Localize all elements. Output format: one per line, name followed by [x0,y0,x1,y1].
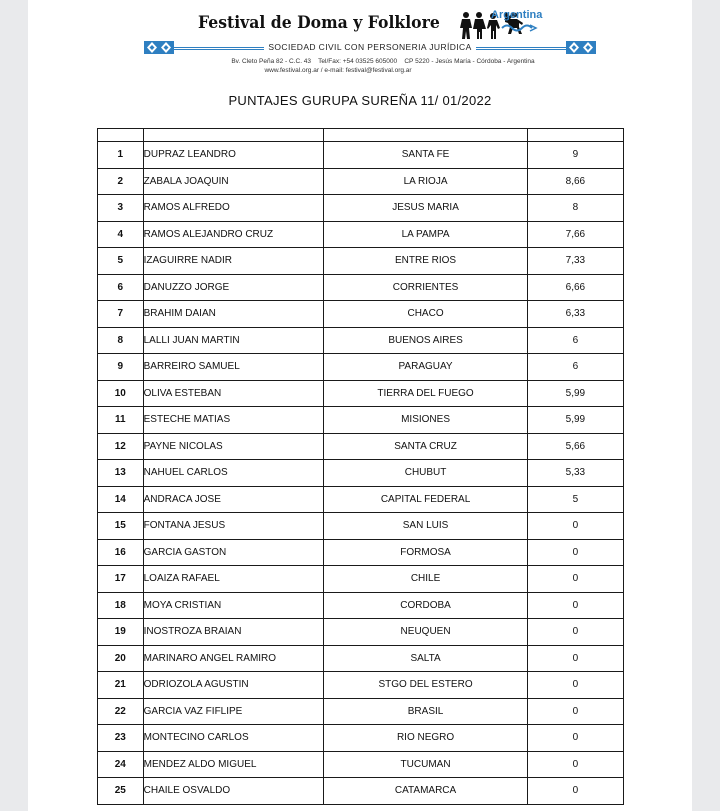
table-row [98,698,624,725]
rank-cell: 12 [98,433,144,460]
province-cell: MISIONES [324,407,527,434]
province-cell: CORRIENTES [324,274,527,301]
province-cell: LA RIOJA [324,168,527,195]
rank-cell: 11 [98,407,144,434]
score-cell: 0 [527,672,623,699]
score-cell: 6 [527,327,623,354]
web-email: www.festival.org.ar / e-mail: festival@festival.org.ar [264,67,412,74]
rank-cell: 19 [98,619,144,646]
province-cell: FORMOSA [324,539,527,566]
score-cell: 5,33 [527,460,623,487]
table-row [98,513,624,540]
wave-icon [500,22,540,34]
province-cell: RIO NEGRO [324,725,527,752]
table-row [98,778,624,805]
rank-cell: 20 [98,645,144,672]
province-cell: SALTA [324,645,527,672]
table-row [98,195,624,222]
blank-cell [324,129,527,142]
province-cell: CAPITAL FEDERAL [324,486,527,513]
province-cell: SANTA FE [324,142,527,169]
society-label: SOCIEDAD CIVIL CON PERSONERIA JURÍDICA [264,42,475,52]
name-cell: FONTANA JESUS [143,513,324,540]
blank-cell [98,129,144,142]
province-cell: CATAMARCA [324,778,527,805]
name-cell: DANUZZO JORGE [143,274,324,301]
country-label: Argentina [491,9,543,21]
rank-cell: 6 [98,274,144,301]
name-cell: RAMOS ALEJANDRO CRUZ [143,221,324,248]
score-cell: 5,99 [527,380,623,407]
society-band [144,41,596,54]
name-cell: IZAGUIRRE NADIR [143,248,324,275]
blank-cell [143,129,324,142]
table-row [98,725,624,752]
name-cell: RAMOS ALFREDO [143,195,324,222]
name-cell: LOAIZA RAFAEL [143,566,324,593]
name-cell: GARCIA GASTON [143,539,324,566]
name-cell: ESTECHE MATIAS [143,407,324,434]
score-cell: 0 [527,539,623,566]
rank-cell: 16 [98,539,144,566]
score-cell: 0 [527,698,623,725]
score-cell: 5,66 [527,433,623,460]
score-cell: 0 [527,513,623,540]
name-cell: DUPRAZ LEANDRO [143,142,324,169]
score-cell: 8,66 [527,168,623,195]
score-cell: 0 [527,645,623,672]
name-cell: BRAHIM DAIAN [143,301,324,328]
name-cell: MARINARO ANGEL RAMIRO [143,645,324,672]
rank-cell: 23 [98,725,144,752]
table-row [98,354,624,381]
rank-cell: 18 [98,592,144,619]
score-cell: 6 [527,354,623,381]
province-cell: BRASIL [324,698,527,725]
brand [198,10,535,40]
rank-cell: 25 [98,778,144,805]
name-cell: OLIVA ESTEBAN [143,380,324,407]
rank-cell: 14 [98,486,144,513]
province-cell: PARAGUAY [324,354,527,381]
province-cell: JESUS MARIA [324,195,527,222]
name-cell: LALLI JUAN MARTIN [143,327,324,354]
table-row [98,460,624,487]
name-cell: ODRIOZOLA AGUSTIN [143,672,324,699]
rank-cell: 3 [98,195,144,222]
rank-cell: 17 [98,566,144,593]
name-cell: ANDRACA JOSE [143,486,324,513]
table-row [98,274,624,301]
rank-cell: 22 [98,698,144,725]
table-row [98,592,624,619]
rank-cell: 7 [98,301,144,328]
rank-cell: 2 [98,168,144,195]
province-cell: STGO DEL ESTERO [324,672,527,699]
phone: Tel/Fax: +54 03525 605000 [318,58,398,65]
score-cell: 0 [527,725,623,752]
rank-cell: 9 [98,354,144,381]
table-row [98,327,624,354]
table-row [98,486,624,513]
table-row [98,645,624,672]
name-cell: MENDEZ ALDO MIGUEL [143,751,324,778]
score-cell: 8 [527,195,623,222]
name-cell: ZABALA JOAQUIN [143,168,324,195]
diamond-ornament-icon [566,41,596,54]
document-page [28,0,692,811]
score-cell: 0 [527,778,623,805]
table-row [98,619,624,646]
table-header-blank-row [98,129,624,142]
name-cell: CHAILE OSVALDO [143,778,324,805]
score-cell: 5 [527,486,623,513]
rank-cell: 5 [98,248,144,275]
page-title: PUNTAJES GURUPA SUREÑA 11/ 01/2022 [228,93,492,108]
province-cell: TIERRA DEL FUEGO [324,380,527,407]
rank-cell: 10 [98,380,144,407]
table-row [98,433,624,460]
scores-table [97,128,624,805]
name-cell: MONTECINO CARLOS [143,725,324,752]
table-row [98,248,624,275]
table-row [98,407,624,434]
rank-cell: 24 [98,751,144,778]
letterhead [28,0,692,80]
name-cell: MOYA CRISTIAN [143,592,324,619]
score-cell: 9 [527,142,623,169]
score-cell: 0 [527,566,623,593]
table-row [98,301,624,328]
name-cell: INOSTROZA BRAIAN [143,619,324,646]
score-cell: 0 [527,751,623,778]
table-row [98,221,624,248]
table-row [98,566,624,593]
contact-line [188,57,578,66]
table-row [98,751,624,778]
table-row [98,539,624,566]
score-cell: 6,66 [527,274,623,301]
province-cell: CHILE [324,566,527,593]
province-cell: NEUQUEN [324,619,527,646]
name-cell: PAYNE NICOLAS [143,433,324,460]
score-cell: 5,99 [527,407,623,434]
blank-cell [527,129,623,142]
society-text [144,41,596,54]
score-cell: 0 [527,619,623,646]
province-cell: BUENOS AIRES [324,327,527,354]
address: Bv. Cleto Peña 82 - C.C. 43 [231,58,312,65]
score-cell: 7,66 [527,221,623,248]
scores-table-body [98,129,624,805]
rank-cell: 1 [98,142,144,169]
name-cell: BARREIRO SAMUEL [143,354,324,381]
province-cell: ENTRE RIOS [324,248,527,275]
table-row [98,168,624,195]
table-row [98,142,624,169]
rank-cell: 13 [98,460,144,487]
province-cell: LA PAMPA [324,221,527,248]
province-cell: CHUBUT [324,460,527,487]
score-cell: 0 [527,592,623,619]
festival-name: Festival de Doma y Folklore [198,13,440,33]
score-cell: 6,33 [527,301,623,328]
name-cell: NAHUEL CARLOS [143,460,324,487]
rank-cell: 4 [98,221,144,248]
province-cell: CHACO [324,301,527,328]
postal-address: CP 5220 - Jesús María - Córdoba - Argentina [404,58,535,65]
name-cell: GARCIA VAZ FIFLIPE [143,698,324,725]
province-cell: CORDOBA [324,592,527,619]
rank-cell: 21 [98,672,144,699]
province-cell: SAN LUIS [324,513,527,540]
table-row [98,380,624,407]
table-row [98,672,624,699]
province-cell: SANTA CRUZ [324,433,527,460]
rank-cell: 15 [98,513,144,540]
rank-cell: 8 [98,327,144,354]
score-cell: 7,33 [527,248,623,275]
province-cell: TUCUMAN [324,751,527,778]
